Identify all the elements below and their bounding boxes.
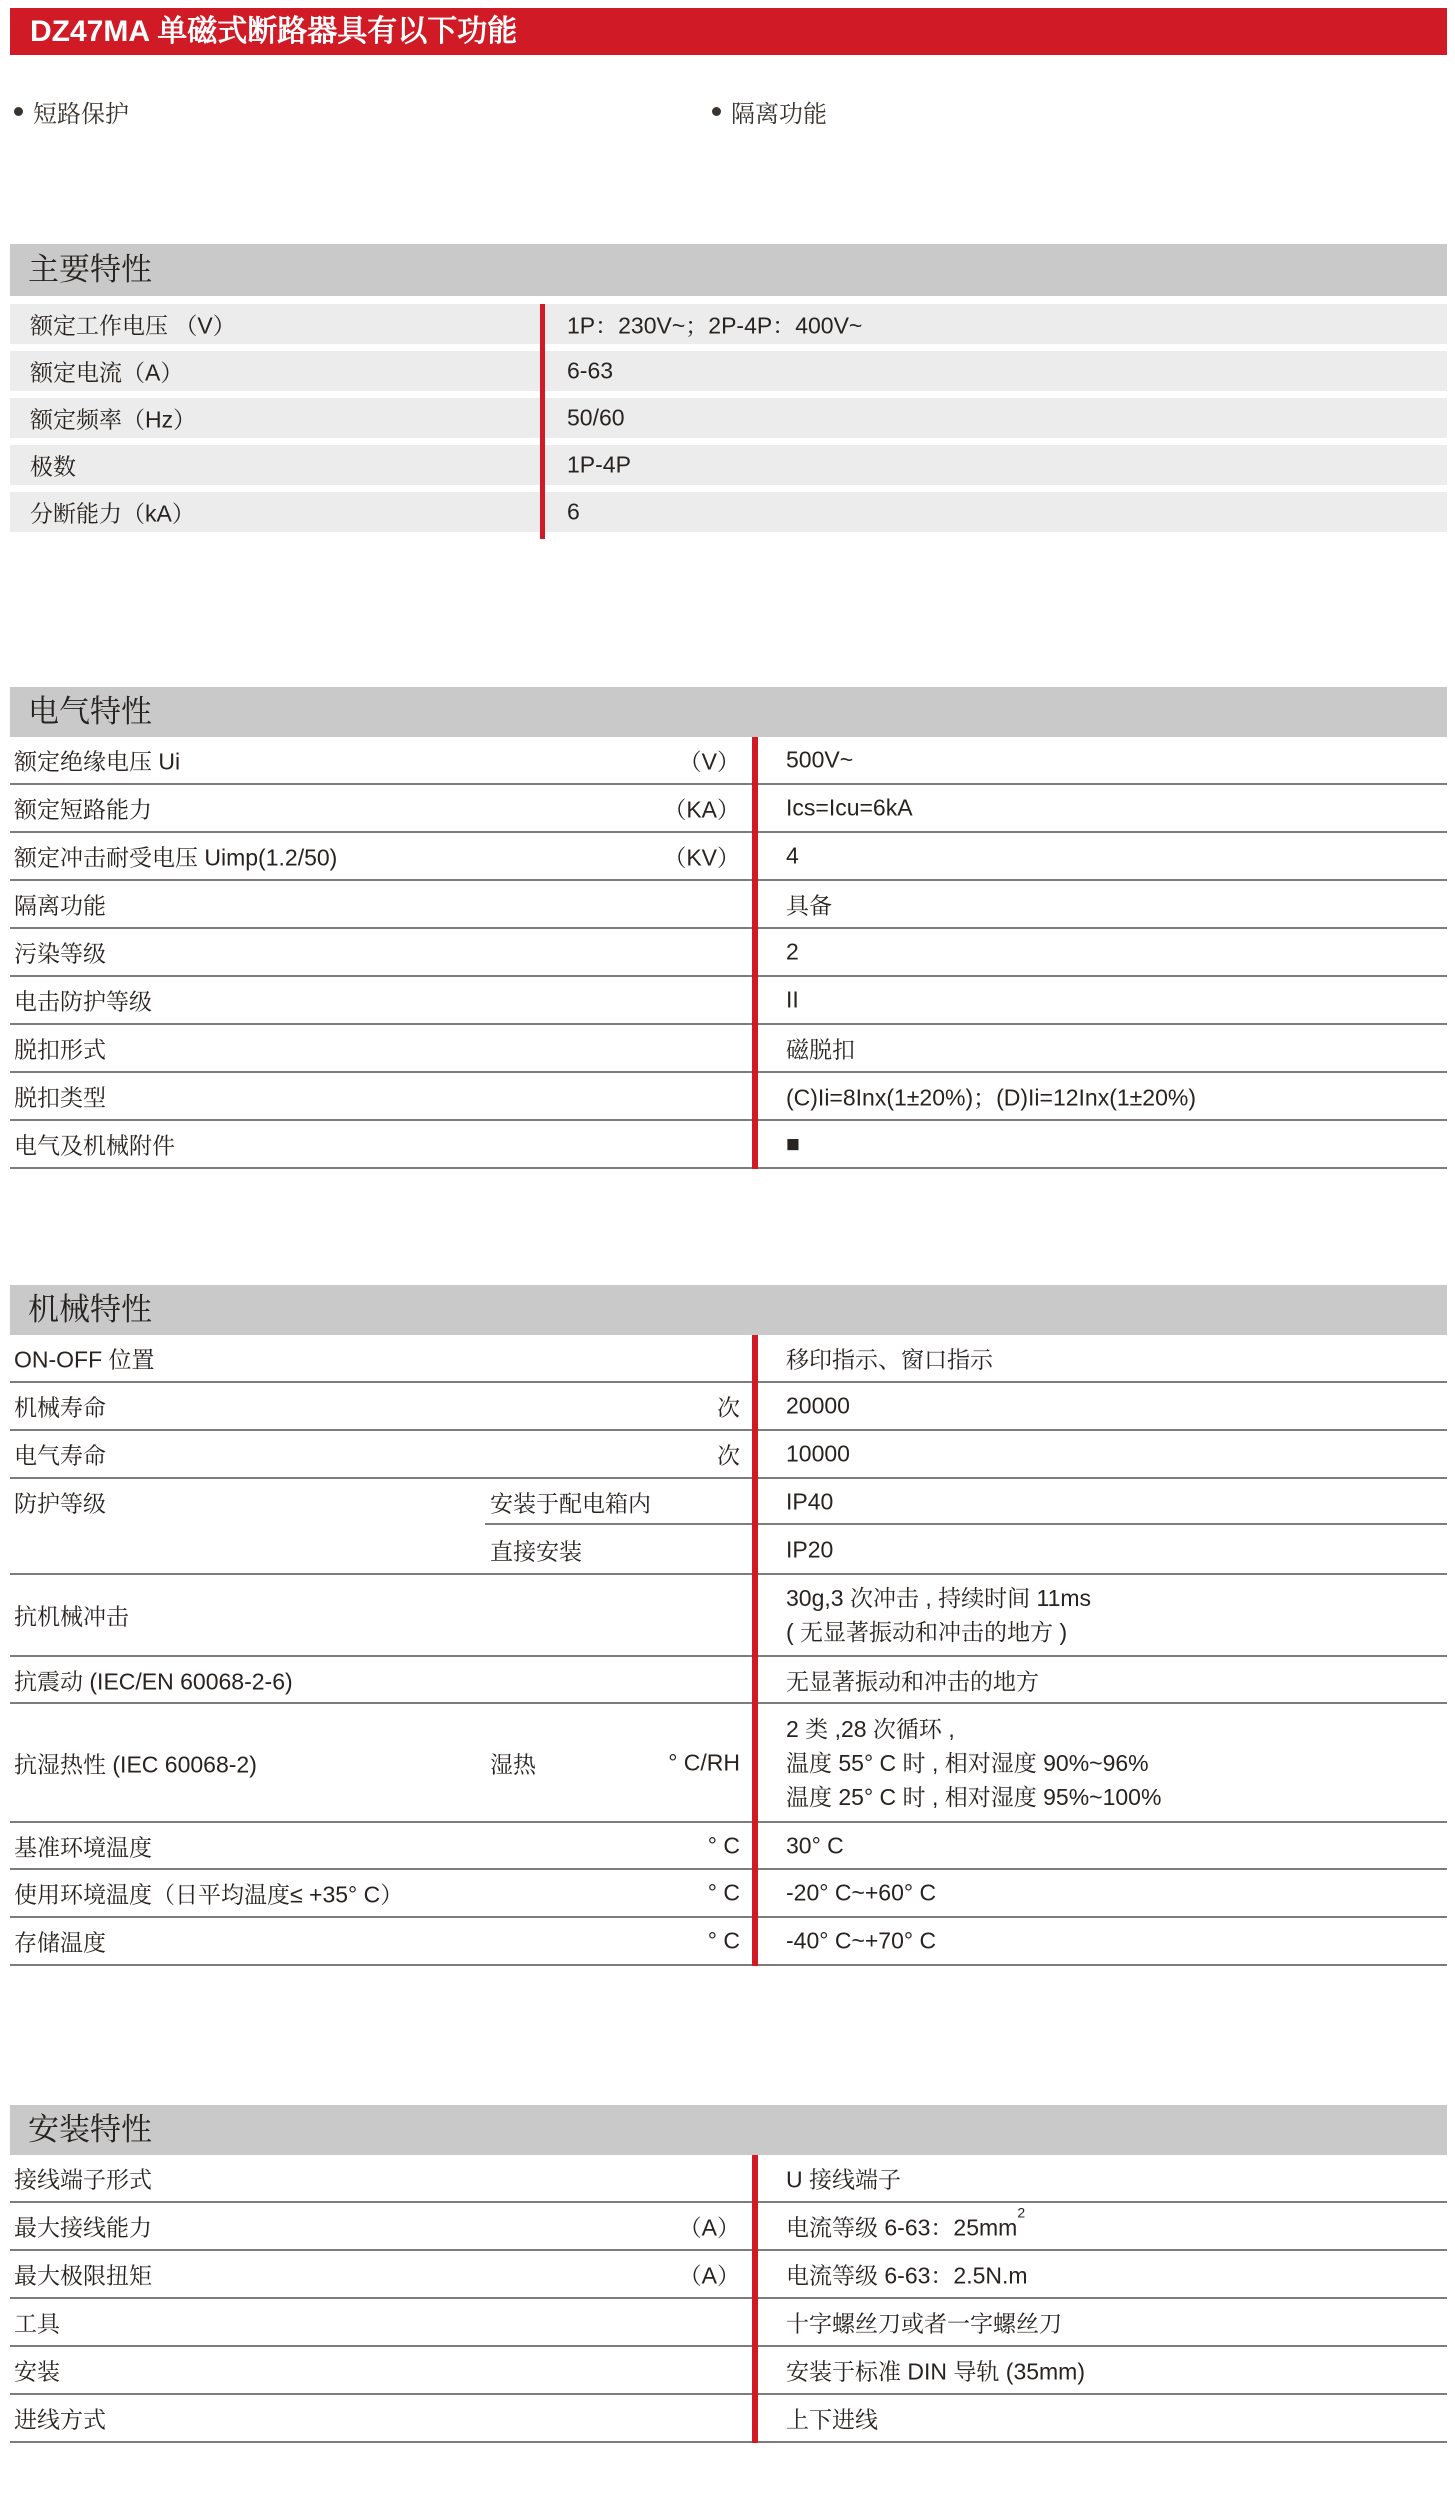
table-row <box>10 2251 1447 2299</box>
row-value: 十字螺丝刀或者一字螺丝刀 <box>786 2310 1062 2337</box>
row-label: 电气寿命 <box>14 1442 106 1469</box>
row-value-line: 温度 55° C 时 , 相对湿度 90%~96% <box>786 1749 1149 1776</box>
row-label: 工具 <box>14 2310 60 2337</box>
row-value: IP40 <box>786 1488 834 1515</box>
table-row <box>10 1025 1447 1073</box>
installation-characteristics-table <box>10 2155 1447 2443</box>
section-header-main-characteristics <box>10 244 1447 296</box>
feature-item-short-circuit <box>14 97 129 128</box>
row-value: 2 <box>786 938 799 965</box>
row-value: 上下进线 <box>786 2406 878 2433</box>
table-row <box>10 2347 1447 2395</box>
table-row <box>10 2155 1447 2203</box>
row-value: 50/60 <box>567 404 625 431</box>
row-value: 1P-4P <box>567 451 631 478</box>
row-value: 磁脱扣 <box>786 1036 855 1063</box>
row-unit: 次 <box>717 1394 740 1421</box>
table-row <box>10 1918 1447 1966</box>
table-row <box>10 1704 1447 1823</box>
row-label: 额定电流（A） <box>30 359 184 386</box>
table-row <box>10 492 1447 532</box>
row-unit: ° C <box>707 1927 740 1954</box>
row-sub-label: 湿热 <box>490 1751 536 1777</box>
row-value: Ics=Icu=6kA <box>786 794 913 821</box>
table-row <box>10 1121 1447 1169</box>
row-unit: （V） <box>678 748 740 775</box>
row-value <box>786 2204 1026 2243</box>
table-row <box>10 351 1447 391</box>
red-divider-line <box>752 1335 758 1966</box>
row-sub-label: 安装于配电箱内 <box>490 1490 651 1517</box>
table-row <box>10 1383 1447 1431</box>
row-value-superscript: 2 <box>1017 2204 1026 2221</box>
row-label: 脱扣形式 <box>14 1036 106 1063</box>
row-value: 4 <box>786 842 799 869</box>
row-label: 接线端子形式 <box>14 2166 152 2193</box>
row-label: 进线方式 <box>14 2406 106 2433</box>
row-label: 额定绝缘电压 Ui <box>14 748 181 775</box>
row-value: 无显著振动和冲击的地方 <box>786 1668 1039 1694</box>
feature-item-isolation <box>712 97 827 128</box>
table-row <box>10 2395 1447 2443</box>
feature-label: 隔离功能 <box>731 100 827 128</box>
row-value: 500V~ <box>786 746 854 773</box>
row-value: 安装于标准 DIN 导轨 (35mm) <box>786 2358 1085 2385</box>
row-value: II <box>786 986 799 1013</box>
row-label: 额定短路能力 <box>14 796 152 823</box>
section-title: 主要特性 <box>28 252 152 287</box>
main-characteristics-table <box>10 304 1447 539</box>
row-value: 6-63 <box>567 357 614 384</box>
electrical-characteristics-table <box>10 737 1447 1169</box>
row-value: 移印指示、窗口指示 <box>786 1346 993 1373</box>
row-value-line: 2 类 ,28 次循环 , <box>786 1715 955 1742</box>
table-row <box>10 2299 1447 2347</box>
section-header-electrical-characteristics <box>10 687 1447 737</box>
page-title-bar <box>10 8 1447 55</box>
row-unit: 次 <box>717 1442 740 1469</box>
row-label: 额定频率（Hz） <box>30 406 197 433</box>
table-row <box>10 881 1447 929</box>
row-unit: （A） <box>678 2262 740 2289</box>
row-unit: （A） <box>678 2214 740 2241</box>
row-value: 1P：230V~；2P-4P：400V~ <box>567 312 863 339</box>
table-row <box>10 1479 1447 1527</box>
row-label: 安装 <box>14 2358 60 2385</box>
row-label: 额定冲击耐受电压 Uimp(1.2/50) <box>14 844 338 871</box>
bullet-icon <box>14 107 23 116</box>
row-value: 6 <box>567 498 580 525</box>
row-value: 具备 <box>786 892 832 919</box>
row-label: 最大接线能力 <box>14 2214 152 2241</box>
table-row <box>10 398 1447 438</box>
section-title: 机械特性 <box>28 1292 152 1327</box>
row-label: 最大极限扭矩 <box>14 2262 152 2289</box>
row-label: 防护等级 <box>14 1490 106 1517</box>
row-unit: ° C <box>707 1832 740 1858</box>
row-label: 隔离功能 <box>14 892 106 919</box>
row-value: 20000 <box>786 1392 850 1419</box>
row-unit: ° C <box>707 1879 740 1906</box>
row-label: 存储温度 <box>14 1929 106 1956</box>
table-row <box>10 304 1447 344</box>
row-label: 机械寿命 <box>14 1394 106 1421</box>
row-label: 抗震动 (IEC/EN 60068-2-6) <box>14 1668 293 1694</box>
row-unit: （KA） <box>663 796 740 823</box>
red-divider-line <box>752 737 758 1169</box>
row-label: 分断能力（kA） <box>30 500 195 527</box>
table-row <box>10 1870 1447 1918</box>
red-divider-line <box>752 2155 758 2443</box>
row-label: 抗湿热性 (IEC 60068-2) <box>14 1751 257 1777</box>
section-title: 电气特性 <box>28 694 152 729</box>
section-header-mechanical-characteristics <box>10 1285 1447 1335</box>
page-title: DZ47MA 单磁式断路器具有以下功能 <box>30 15 518 48</box>
row-value: U 接线端子 <box>786 2166 901 2193</box>
table-row <box>10 1575 1447 1657</box>
table-row <box>10 785 1447 833</box>
row-value: 10000 <box>786 1440 850 1467</box>
row-value: -40° C~+70° C <box>786 1927 937 1954</box>
table-row <box>10 445 1447 485</box>
row-label: 抗机械冲击 <box>14 1603 129 1630</box>
row-label: 脱扣类型 <box>14 1084 106 1111</box>
feature-label: 短路保护 <box>33 100 129 128</box>
row-value: IP20 <box>786 1536 834 1563</box>
row-unit: （KV） <box>663 844 740 871</box>
row-unit: ° C/RH <box>668 1749 740 1775</box>
row-value <box>786 1712 1161 1814</box>
row-value-text: 电流等级 6-63：25mm <box>786 2214 1018 2241</box>
table-row <box>10 929 1447 977</box>
row-value: 电流等级 6-63：2.5N.m <box>786 2262 1028 2289</box>
table-row <box>10 1073 1447 1121</box>
row-value: 30° C <box>786 1832 844 1858</box>
table-row <box>10 737 1447 785</box>
row-label: 额定工作电压 （V） <box>30 312 236 339</box>
row-sub-label: 直接安装 <box>490 1538 582 1565</box>
row-label: 污染等级 <box>14 940 106 967</box>
partial-divider <box>485 1523 1447 1525</box>
table-row <box>10 2203 1447 2251</box>
section-title: 安装特性 <box>28 2112 152 2147</box>
row-label: ON-OFF 位置 <box>14 1346 155 1373</box>
row-value-line: ( 无显著振动和冲击的地方 ) <box>786 1619 1068 1645</box>
table-row <box>10 977 1447 1025</box>
bullet-icon <box>712 107 721 116</box>
table-row <box>10 1527 1447 1575</box>
row-label: 电气及机械附件 <box>14 1132 175 1159</box>
table-row <box>10 833 1447 881</box>
table-row <box>10 1823 1447 1870</box>
row-value: (C)Ii=8Inx(1±20%)；(D)Ii=12Inx(1±20%) <box>786 1084 1196 1111</box>
row-value-line: 温度 25° C 时 , 相对湿度 95%~100% <box>786 1783 1162 1810</box>
row-label: 使用环境温度（日平均温度≤ +35° C） <box>14 1881 404 1908</box>
table-row <box>10 1335 1447 1383</box>
table-row <box>10 1431 1447 1479</box>
row-value-line: 30g,3 次冲击 , 持续时间 11ms <box>786 1585 1092 1611</box>
filled-square-marker: ■ <box>786 1130 800 1157</box>
row-label: 基准环境温度 <box>14 1834 152 1860</box>
row-value: -20° C~+60° C <box>786 1879 937 1906</box>
red-divider-line <box>540 304 545 539</box>
row-value <box>786 1581 1091 1649</box>
mechanical-characteristics-table <box>10 1335 1447 1966</box>
section-header-installation-characteristics <box>10 2105 1447 2155</box>
row-label: 电击防护等级 <box>14 988 152 1015</box>
row-label: 极数 <box>30 453 76 480</box>
table-row <box>10 1657 1447 1704</box>
